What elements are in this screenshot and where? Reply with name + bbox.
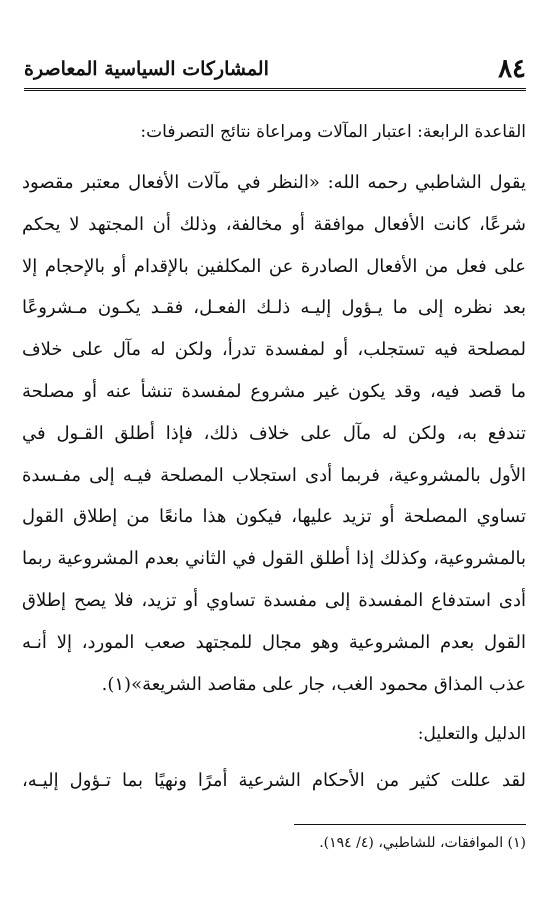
footnote-rule [294, 824, 526, 825]
body-line: يقول الشاطبي رحمه الله: «النظر في مآلات الأفعال معتبر مقصود [22, 172, 526, 193]
subheading: الدليل والتعليل: [417, 724, 526, 744]
body-line: لمصلحة فيه تستجلب، أو لمفسدة تدرأ، ولكن له مآل على خلاف [22, 339, 526, 361]
closing-paragraph [22, 760, 526, 802]
page-header [24, 54, 526, 88]
footnote: (١) الموافقات، للشاطبي، (٤/ ١٩٤). [319, 835, 526, 851]
header-rule [24, 88, 526, 91]
quotation-body [22, 162, 526, 705]
body-line: تندفع به، ولكن له مآل على خلاف ذلك، فإذا أطلق القـول في [22, 422, 526, 444]
body-line: الأول بالمشروعية، فربما أدى استجلاب المصلحة فيـه إلى مفـسدة [22, 464, 526, 486]
body-line: شرعًا، كانت الأفعال موافقة أو مخالفة، وذلك أن المجتهد لا يحكم [22, 213, 526, 235]
body-line: عذب المذاق محمود الغب، جار على مقاصد الشريعة»(١). [101, 673, 526, 695]
body-line: القول بعدم المشروعية وهو مجال للمجتهد صعب المورد، إلا أنـه [22, 631, 526, 653]
running-title: المشاركات السياسية المعاصرة [24, 58, 269, 80]
section-heading: القاعدة الرابعة: اعتبار المآلات ومراعاة نتائج التصرفات: [140, 122, 526, 142]
body-line: على فعل من الأفعال الصادرة عن المكلفين بالإقدام أو بالإحجام إلا [22, 255, 526, 277]
body-line: ما قصد فيه، وقد يكون غير مشروع لمفسدة تنشأ عنه أو مصلحة [22, 380, 526, 402]
body-line: تساوي المصلحة أو تزيد عليها، فيكون هذا مانعًا من إطلاق القول [22, 506, 526, 528]
page-number: ٨٤ [498, 54, 526, 84]
body-line: بالمشروعية، وكذلك إذا أطلق القول في الثاني بعدم المشروعية ربما [22, 548, 526, 570]
body-line: أدى استدفاع المفسدة إلى مفسدة تساوي أو تزيد، فلا يصح إطلاق [22, 589, 526, 611]
body-line: بعد نظره إلى ما يـؤول إليـه ذلـك الفعـل، فقـد يكـون مـشروعًا [22, 297, 526, 319]
body-line: لقد عللت كثير من الأحكام الشرعية أمرًا ونهيًا بما تـؤول إليـه، [22, 770, 526, 791]
